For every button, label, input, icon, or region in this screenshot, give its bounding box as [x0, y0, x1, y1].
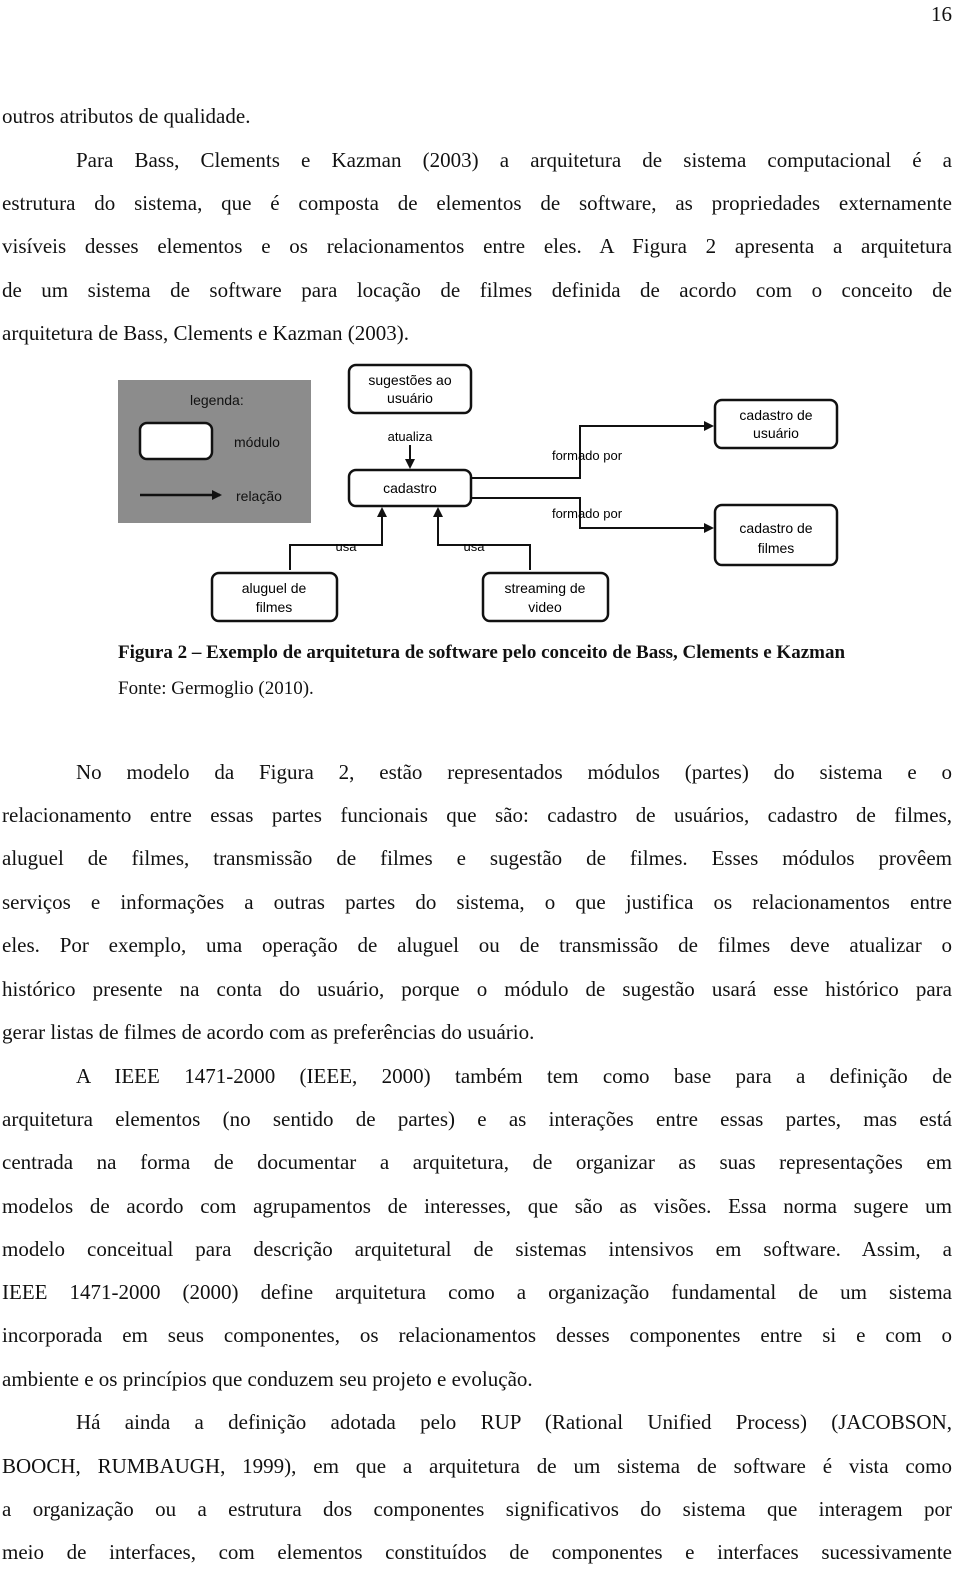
relation-formado-por-label: formado por	[551, 448, 623, 463]
figure-source: Fonte: Germoglio (2010).	[118, 678, 314, 699]
legend-module-shape	[140, 423, 212, 459]
legend-module-label: módulo	[234, 434, 280, 450]
para2-line: de um sistema de software para locação de filmes definida de acordo com o conceito de	[2, 278, 952, 302]
legend-relation-label: relação	[236, 488, 282, 504]
para4-line: modelo conceitual para descrição arquitetural de sistemas intensivos em software. Assim, a	[2, 1237, 952, 1261]
para3-line: aluguel de filmes, transmissão de filmes e sugestão de filmes. Esses módulos provêem	[2, 846, 952, 870]
architecture-figure	[0, 355, 960, 635]
module-cadastro-filmes-label: filmes	[757, 540, 795, 556]
module-sugestoes-label: usuário	[387, 390, 433, 406]
para4-line: A IEEE 1471-2000 (IEEE, 2000) também tem como base para a definição de	[76, 1064, 952, 1088]
relation-usa-label: usa	[463, 539, 485, 554]
para5-line: BOOCH, RUMBAUGH, 1999), em que a arquitetura de um sistema de software é vista como	[2, 1454, 952, 1478]
relation-usa-label: usa	[335, 539, 357, 554]
para3-line: serviços e informações a outras partes do sistema, o que justifica os relacionamentos entre	[2, 890, 952, 914]
para4-line: arquitetura elementos (no sentido de partes) e as interações entre essas partes, mas está	[2, 1107, 952, 1131]
module-cadastro-usuario-label: usuário	[753, 425, 799, 441]
page-number: 16	[931, 2, 952, 26]
relation-formado-por-label: formado por	[551, 506, 623, 521]
module-streaming-label: streaming de	[504, 580, 586, 596]
figure-caption: Figura 2 – Exemplo de arquitetura de software pelo conceito de Bass, Clements e Kazman	[118, 642, 846, 663]
para3-line: No modelo da Figura 2, estão representados módulos (partes) do sistema e o	[76, 760, 952, 784]
para2-line: estrutura do sistema, que é composta de elementos de software, as propriedades externamente	[2, 191, 952, 215]
para3-line: gerar listas de filmes de acordo com as preferências do usuário.	[2, 1020, 535, 1044]
para2-line: visíveis desses elementos e os relacionamentos entre eles. A Figura 2 apresenta a arquitetura	[2, 234, 952, 258]
legend-panel	[118, 380, 311, 523]
para1-line: outros atributos de qualidade.	[2, 104, 251, 128]
module-cadastro-usuario-label: cadastro de	[739, 407, 813, 423]
para4-line: incorporada em seus componentes, os relacionamentos desses componentes entre si e com o	[2, 1323, 952, 1347]
module-streaming-label: video	[528, 599, 562, 615]
para4-line: modelos de acordo com agrupamentos de interesses, que são as visões. Essa norma sugere um	[2, 1194, 952, 1218]
para3-line: relacionamento entre essas partes funcionais que são: cadastro de usuários, cadastro de filmes,	[2, 803, 952, 827]
para4-line: centrada na forma de documentar a arquitetura, de organizar as suas representações em	[2, 1150, 952, 1174]
module-cadastro-label: cadastro	[383, 480, 437, 496]
module-cadastro-filmes-label: cadastro de	[739, 520, 813, 536]
para3-line: eles. Por exemplo, uma operação de aluguel ou de transmissão de filmes deve atualizar o	[2, 933, 952, 957]
para2-line: arquitetura de Bass, Clements e Kazman (2003).	[2, 321, 410, 345]
para5-line: a organização ou a estrutura dos componentes significativos do sistema que interagem por	[2, 1497, 952, 1521]
module-aluguel-label: aluguel de	[241, 580, 307, 596]
para5-line: Há ainda a definição adotada pelo RUP (Rational Unified Process) (JACOBSON,	[76, 1410, 952, 1434]
module-aluguel-label: filmes	[255, 599, 293, 615]
para3-line: histórico presente na conta do usuário, porque o módulo de sugestão usará esse histórico para	[2, 977, 952, 1001]
para4-line: ambiente e os princípios que conduzem seu projeto e evolução.	[2, 1367, 533, 1391]
legend-title: legenda:	[190, 392, 244, 408]
module-sugestoes-label: sugestões ao	[368, 372, 452, 388]
para4-line: IEEE 1471-2000 (2000) define arquitetura como a organização fundamental de um sistema	[2, 1280, 952, 1304]
para2-line: Para Bass, Clements e Kazman (2003) a arquitetura de sistema computacional é a	[76, 148, 952, 172]
para5-line: meio de interfaces, com elementos constituídos de componentes e interfaces sucessivamente	[2, 1540, 952, 1564]
relation-atualiza-label: atualiza	[387, 429, 433, 444]
